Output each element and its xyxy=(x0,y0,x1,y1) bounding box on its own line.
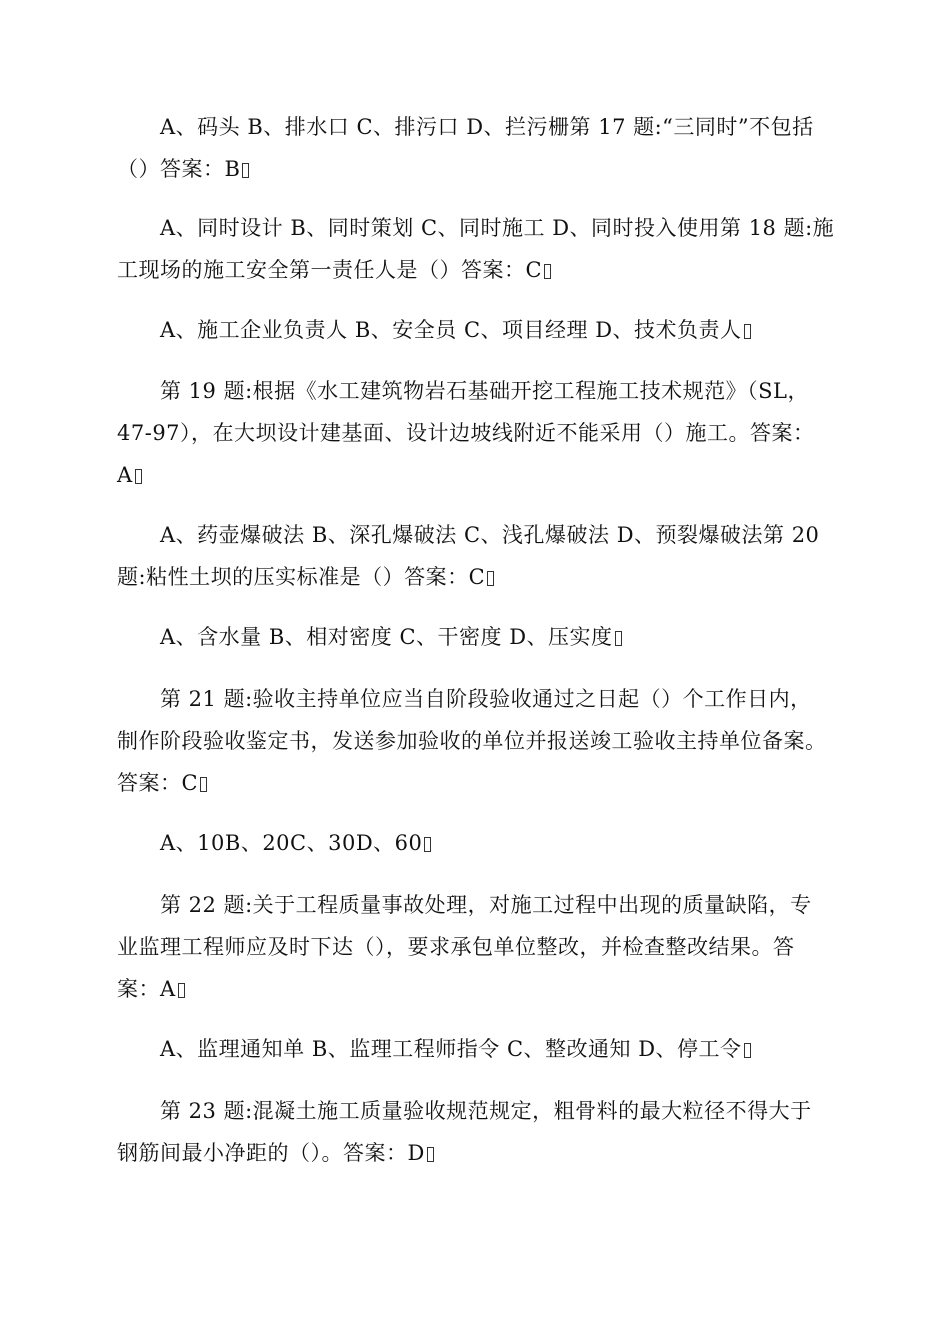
paragraph-mark-icon xyxy=(200,777,207,792)
paragraph xyxy=(117,106,837,190)
text-line-end xyxy=(117,454,837,496)
paragraph-mark-icon xyxy=(744,324,751,339)
text-line-end xyxy=(117,1028,837,1070)
paragraph-mark-icon xyxy=(427,1147,434,1162)
paragraph xyxy=(117,370,837,496)
paragraph xyxy=(117,822,837,864)
paragraph-mark-icon xyxy=(615,631,622,646)
text-line: A xyxy=(117,463,133,487)
text-line: 制作阶段验收鉴定书，发送参加验收的单位并报送竣工验收主持单位备案。 xyxy=(117,729,827,753)
text-line-end xyxy=(117,616,837,658)
text-line: A、监理通知单 B、监理工程师指令 C、整改通知 D、停工令 xyxy=(160,1037,742,1061)
text-line: A、10B、20C、30D、60 xyxy=(160,831,423,855)
text-line-end xyxy=(117,822,837,864)
paragraph xyxy=(117,616,837,658)
paragraph xyxy=(117,309,837,351)
paragraph-mark-icon xyxy=(424,837,431,852)
paragraph-mark-icon xyxy=(135,469,142,484)
text-line: 47-97），在大坝设计建基面、设计边坡线附近不能采用（）施工。答案： xyxy=(117,421,815,445)
text-line: 案：A xyxy=(117,977,176,1001)
text-line-end xyxy=(117,1132,837,1174)
paragraph xyxy=(117,884,837,1010)
text-line: 业监理工程师应及时下达（），要求承包单位整改，并检查整改结果。答 xyxy=(117,935,795,959)
text-line: A、码头 B、排水口 C、排污口 D、拦污栅第 17 题:“三同时”不包括 xyxy=(160,115,814,139)
text-line: A、药壶爆破法 B、深孔爆破法 C、浅孔爆破法 D、预裂爆破法第 20 xyxy=(160,523,820,547)
text-line-end xyxy=(117,968,837,1010)
paragraph xyxy=(117,1090,837,1174)
paragraph xyxy=(117,207,837,291)
text-line: A、含水量 B、相对密度 C、干密度 D、压实度 xyxy=(160,625,613,649)
text-line-end xyxy=(117,309,837,351)
text-line-end xyxy=(117,148,837,190)
text-line: 第 23 题:混凝土施工质量验收规范规定，粗骨料的最大粒径不得大于 xyxy=(160,1099,812,1123)
text-line-end xyxy=(117,249,837,291)
paragraph-mark-icon xyxy=(178,983,185,998)
paragraph xyxy=(117,678,837,804)
text-line-end xyxy=(117,762,837,804)
text-line: 题:粘性土坝的压实标准是（）答案：C xyxy=(117,565,486,589)
text-line: 第 22 题:关于工程质量事故处理，对施工过程中出现的质量缺陷，专 xyxy=(160,893,812,917)
paragraph-mark-icon xyxy=(744,1043,751,1058)
text-line: 工现场的施工安全第一责任人是（）答案：C xyxy=(117,258,543,282)
text-line: 答案：C xyxy=(117,771,199,795)
text-line: 第 21 题:验收主持单位应当自阶段验收通过之日起（）个工作日内， xyxy=(160,687,812,711)
text-line: A、同时设计 B、同时策划 C、同时施工 D、同时投入使用第 18 题:施 xyxy=(160,216,835,240)
paragraph-mark-icon xyxy=(242,163,249,178)
paragraph xyxy=(117,514,837,598)
text-line: A、施工企业负责人 B、安全员 C、项目经理 D、技术负责人 xyxy=(160,318,742,342)
text-line-end xyxy=(117,556,837,598)
text-line: （）答案：B xyxy=(117,157,241,181)
paragraph xyxy=(117,1028,837,1070)
text-line: 钢筋间最小净距的（）。答案：D xyxy=(117,1141,425,1165)
paragraph-mark-icon xyxy=(544,264,551,279)
paragraph-mark-icon xyxy=(487,571,494,586)
text-line: 第 19 题:根据《水工建筑物岩石基础开挖工程施工技术规范》（SL， xyxy=(160,379,809,403)
